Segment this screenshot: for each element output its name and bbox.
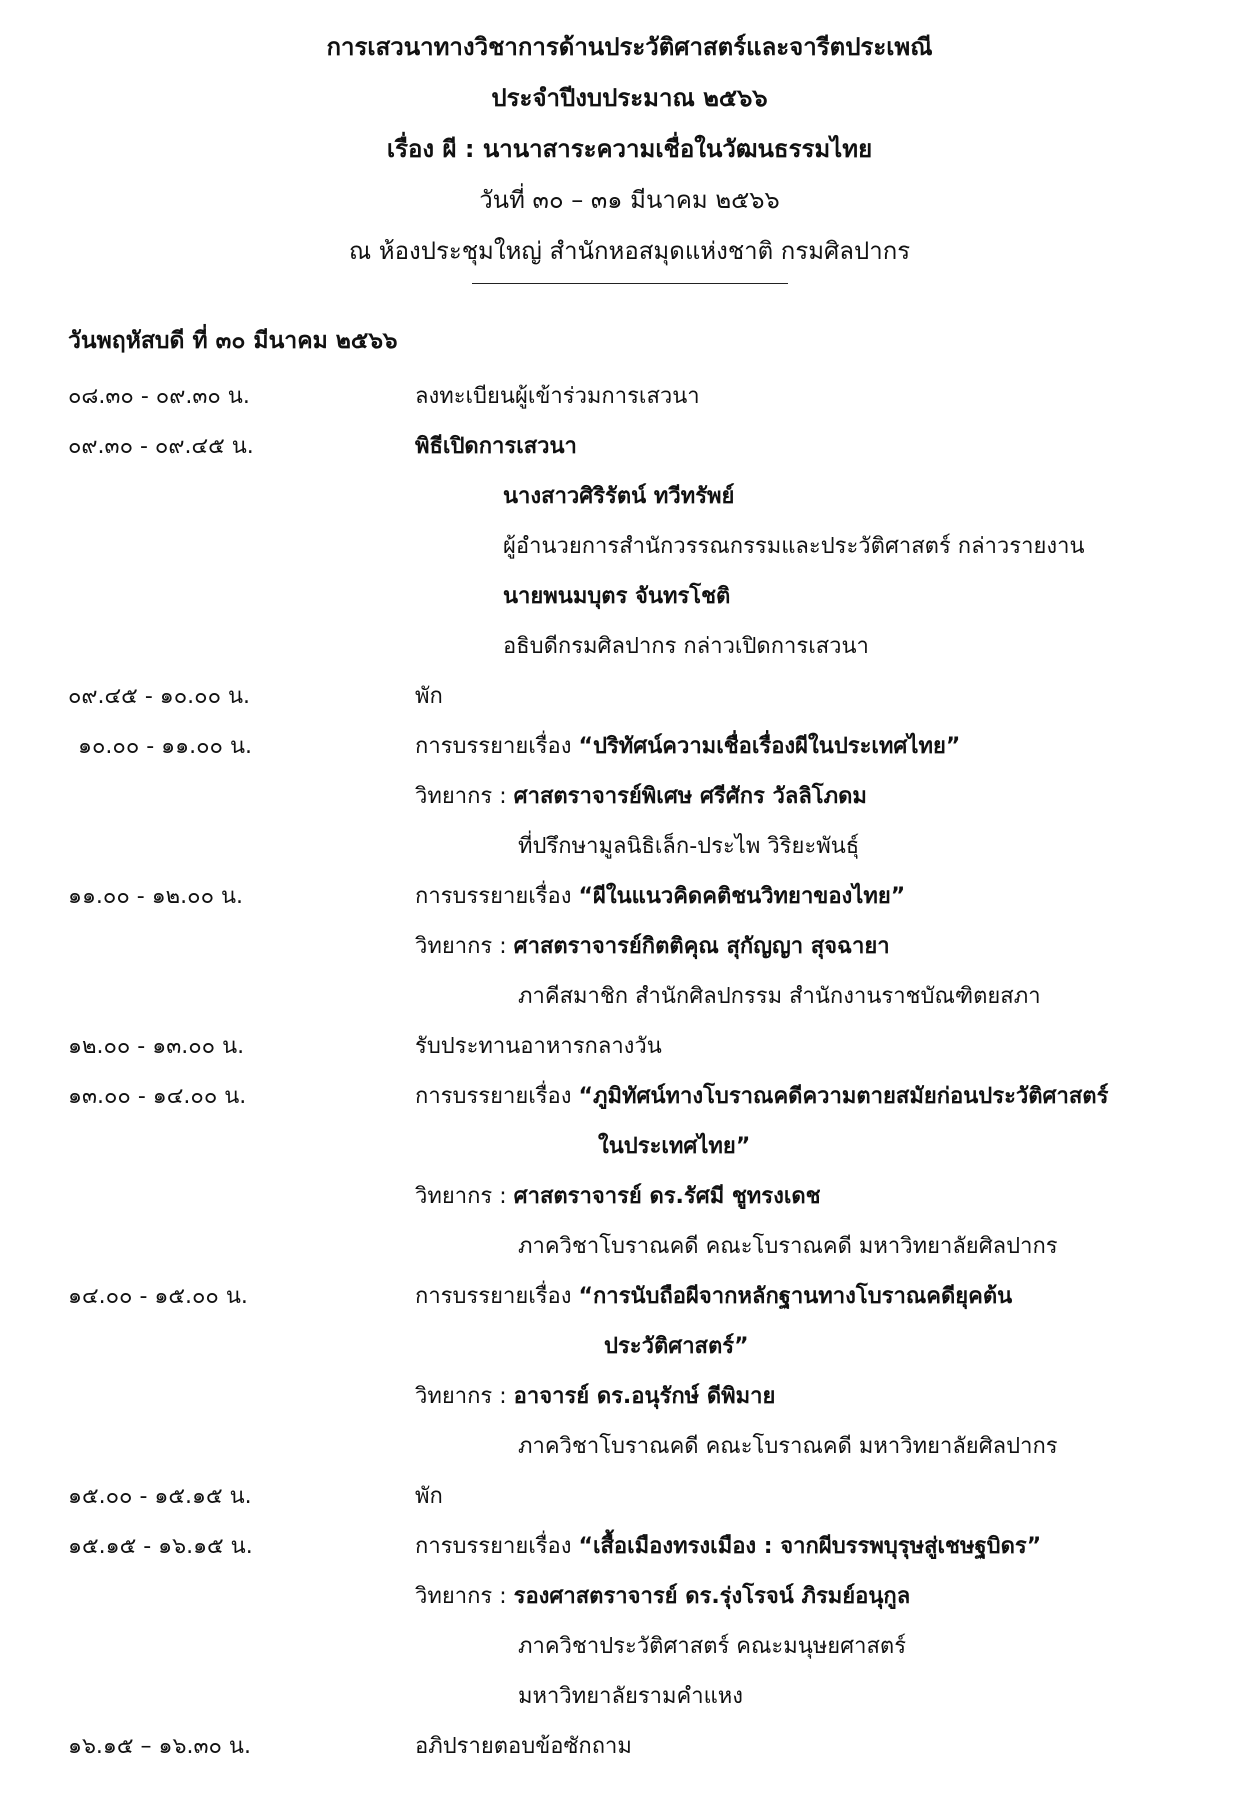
schedule-row	[0, 1572, 1259, 1622]
speaker-name: ศาสตราจารย์กิตติคุณ สุกัญญา สุจฉายา	[513, 934, 890, 959]
speaker-name: รองศาสตราจารย์ ดร.รุ่งโรจน์ ภิรมย์อนุกูล	[513, 1584, 911, 1609]
topic-title: เรื่อง ผี : นานาสาระความเชื่อในวัฒนธรรมไทย	[386, 135, 873, 163]
schedule-row	[0, 422, 1259, 472]
schedule-row	[0, 1022, 1259, 1072]
schedule-item: ภาคีสมาชิก สำนักศิลปกรรม สำนักงานราชบัณฑิตยสภา	[518, 984, 1041, 1009]
schedule-item: อภิปรายตอบข้อซักถาม	[415, 1734, 632, 1759]
schedule-row	[0, 622, 1259, 672]
speaker-label: วิทยากร :	[415, 1184, 514, 1209]
schedule-row	[0, 1322, 1259, 1372]
schedule-item: ภาควิชาโบราณคดี คณะโบราณคดี มหาวิทยาลัยศิลปากร	[518, 1434, 1058, 1459]
schedule-row	[0, 822, 1259, 872]
day-heading: วันพฤหัสบดี ที่ ๓๐ มีนาคม ๒๕๖๖	[68, 328, 398, 354]
lecture-label: การบรรยายเรื่อง	[415, 884, 579, 909]
schedule-row	[0, 922, 1259, 972]
lecture-title: “ปริทัศน์ความเชื่อเรื่องผีในประเทศไทย”	[578, 734, 961, 759]
schedule-row	[0, 1522, 1259, 1572]
speaker-name: ศาสตราจารย์ ดร.รัศมี ชูทรงเดช	[513, 1184, 821, 1209]
schedule-row	[0, 1422, 1259, 1472]
time-slot: ๑๖.๑๕ – ๑๖.๓๐ น.	[68, 1734, 251, 1759]
time-slot: ๑๓.๐๐ - ๑๔.๐๐ น.	[68, 1084, 247, 1109]
speaker-name: อาจารย์ ดร.อนุรักษ์ ดีพิมาย	[513, 1384, 776, 1409]
schedule-item: ผู้อำนวยการสำนักวรรณกรรมและประวัติศาสตร์ กล่าวรายงาน	[503, 534, 1085, 559]
schedule-item-bold: นายพนมบุตร จันทรโชติ	[503, 584, 731, 609]
schedule-row	[0, 1472, 1259, 1522]
speaker-entry	[415, 1572, 910, 1622]
lecture-title: “ภูมิทัศน์ทางโบราณคดีความตายสมัยก่อนประวัติศาสตร์	[578, 1084, 1109, 1109]
lecture-entry	[415, 722, 960, 772]
schedule-item: ภาควิชาประวัติศาสตร์ คณะมนุษยศาสตร์	[518, 1634, 907, 1659]
schedule-item: อธิบดีกรมศิลปากร กล่าวเปิดการเสวนา	[503, 634, 869, 659]
schedule-row	[0, 972, 1259, 1022]
speaker-entry	[415, 1172, 821, 1222]
schedule-row	[0, 472, 1259, 522]
lecture-label: การบรรยายเรื่อง	[415, 1534, 579, 1559]
schedule-item: รับประทานอาหารกลางวัน	[415, 1034, 662, 1059]
schedule-list	[0, 372, 1259, 1772]
schedule-item: พัก	[415, 684, 443, 709]
schedule-row	[0, 1172, 1259, 1222]
schedule-row	[0, 1072, 1259, 1122]
time-slot: ๑๒.๐๐ - ๑๓.๐๐ น.	[68, 1034, 245, 1059]
schedule-item: ลงทะเบียนผู้เข้าร่วมการเสวนา	[415, 384, 700, 409]
time-slot: ๑๑.๐๐ - ๑๒.๐๐ น.	[68, 884, 244, 909]
lecture-title: “ผีในแนวคิดคติชนวิทยาของไทย”	[578, 884, 906, 909]
speaker-entry	[415, 922, 890, 972]
lecture-label: การบรรยายเรื่อง	[415, 734, 579, 759]
schedule-row	[0, 1272, 1259, 1322]
event-dates: วันที่ ๓๐ – ๓๑ มีนาคม ๒๕๖๖	[479, 186, 780, 214]
time-slot: ๑๕.๑๕ - ๑๖.๑๕ น.	[68, 1534, 253, 1559]
schedule-row	[0, 1622, 1259, 1672]
schedule-item-bold: พิธีเปิดการเสวนา	[415, 434, 577, 459]
schedule-item-bold: ในประเทศไทย”	[598, 1134, 751, 1159]
lecture-entry	[415, 1522, 1041, 1572]
lecture-entry	[415, 872, 905, 922]
time-slot: ๑๐.๐๐ - ๑๑.๐๐ น.	[78, 734, 252, 759]
schedule-row	[0, 1372, 1259, 1422]
event-venue: ณ ห้องประชุมใหญ่ สำนักหอสมุดแห่งชาติ กรมศิลปากร	[348, 237, 911, 265]
schedule-row	[0, 1222, 1259, 1272]
schedule-item: มหาวิทยาลัยรามคำแหง	[518, 1684, 743, 1709]
speaker-label: วิทยากร :	[415, 1584, 514, 1609]
time-slot: ๑๔.๐๐ - ๑๕.๐๐ น.	[68, 1284, 248, 1309]
speaker-entry	[415, 1372, 775, 1422]
lecture-label: การบรรยายเรื่อง	[415, 1084, 579, 1109]
time-slot: ๐๙.๔๕ - ๑๐.๐๐ น.	[68, 684, 251, 709]
speaker-label: วิทยากร :	[415, 934, 514, 959]
speaker-label: วิทยากร :	[415, 1384, 514, 1409]
lecture-title: “การนับถือผีจากหลักฐานทางโบราณคดียุคต้น	[578, 1284, 1013, 1309]
header-divider	[472, 283, 788, 284]
schedule-row	[0, 1722, 1259, 1772]
lecture-label: การบรรยายเรื่อง	[415, 1284, 579, 1309]
document-header	[0, 22, 1259, 284]
schedule-row	[0, 872, 1259, 922]
speaker-label: วิทยากร :	[415, 784, 514, 809]
schedule-item-bold: ประวัติศาสตร์”	[604, 1334, 749, 1359]
schedule-item: ภาควิชาโบราณคดี คณะโบราณคดี มหาวิทยาลัยศิลปากร	[518, 1234, 1058, 1259]
time-slot: ๑๕.๐๐ - ๑๕.๑๕ น.	[68, 1484, 252, 1509]
fiscal-year: ประจำปีงบประมาณ ๒๕๖๖	[491, 84, 768, 112]
schedule-row	[0, 772, 1259, 822]
time-slot: ๐๘.๓๐ - ๐๙.๓๐ น.	[68, 384, 250, 409]
schedule-row	[0, 372, 1259, 422]
lecture-entry	[415, 1272, 1012, 1322]
schedule-item: ที่ปรึกษามูลนิธิเล็ก-ประไพ วิริยะพันธุ์	[518, 834, 860, 859]
lecture-title: “เสื้อเมืองทรงเมือง : จากผีบรรพบุรุษสู่เชษฐบิดร”	[578, 1534, 1042, 1559]
time-slot: ๐๙.๓๐ - ๐๙.๔๕ น.	[68, 434, 254, 459]
speaker-name: ศาสตราจารย์พิเศษ ศรีศักร วัลลิโภดม	[513, 784, 867, 809]
seminar-title: การเสวนาทางวิชาการด้านประวัติศาสตร์และจารีตประเพณี	[326, 33, 933, 61]
schedule-row	[0, 522, 1259, 572]
schedule-item-bold: นางสาวศิริรัตน์ ทวีทรัพย์	[503, 484, 735, 509]
speaker-entry	[415, 772, 867, 822]
schedule-row	[0, 722, 1259, 772]
schedule-item: พัก	[415, 1484, 443, 1509]
lecture-entry	[415, 1072, 1108, 1122]
schedule-row	[0, 1672, 1259, 1722]
schedule-row	[0, 672, 1259, 722]
schedule-row	[0, 1122, 1259, 1172]
schedule-row	[0, 572, 1259, 622]
